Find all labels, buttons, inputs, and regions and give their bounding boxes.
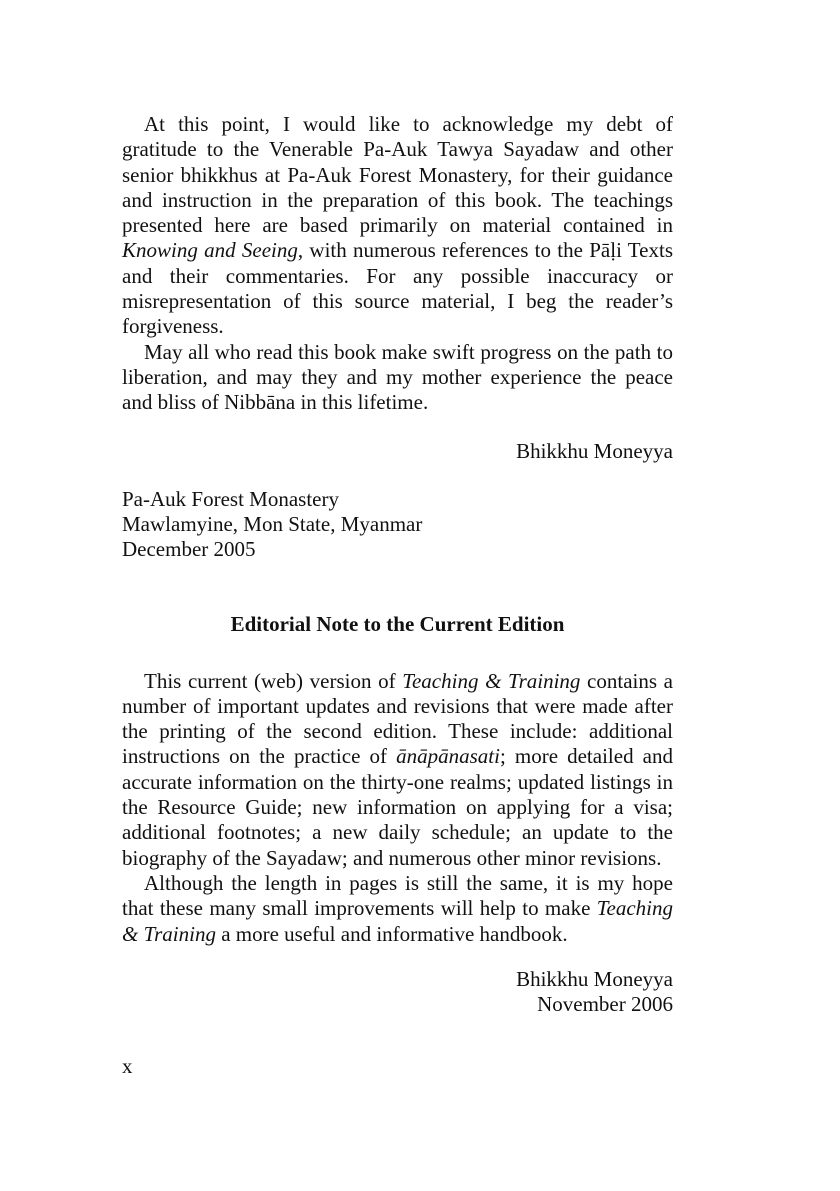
preface-p1-text-a: At this point, I would like to acknowledge my debt of gratitude to the Venerable Pa-Auk Tawya Sayadaw and other senior bhikkhus at Pa-Auk Forest Monastery, for their guidance and instruction in the preparation of this book. The teachings presented here are based primarily on material contained in — [122, 112, 673, 238]
editorial-p1-text-b: contains a number of important updates and revisions that were made after the printing of the second edition. These include: additional instructions on the practice of — [122, 668, 673, 769]
preface-paragraph-2: May all who read this book make swift progress on the path to liberation, and may they and my mother experience the peace and bliss of Nibbāna in this lifetime. — [122, 339, 673, 415]
editorial-p2-text-b: a more useful and informative handbook. — [215, 921, 568, 946]
editorial-p1-text-a: This current (web) version of — [144, 668, 403, 693]
book-title-teaching-training: Teaching & Training — [402, 668, 581, 693]
address-line-2: Mawlamyine, Mon State, Myanmar — [122, 511, 423, 536]
book-title-knowing-and-seeing: Knowing and Seeing — [122, 238, 298, 263]
editorial-paragraph-2 — [122, 871, 673, 947]
editorial-p2-text-a: Although the length in pages is still the same, it is my hope that these many small improvements will help to make — [122, 870, 673, 921]
address-line-1: Pa-Auk Forest Monastery — [122, 486, 339, 511]
editorial-note-body — [122, 669, 673, 947]
editorial-p1-text-c: ; more detailed and accurate information on the thirty-one realms; updated listings in the Resource Guide; new information on applying for a visa; additional footnotes; a new daily schedule; an update to the biography of the Sayadaw; and numerous other minor revisions. — [122, 744, 673, 870]
address-date: December 2005 — [122, 536, 256, 561]
page-number: x — [122, 1054, 133, 1078]
preface-paragraph-1 — [122, 112, 673, 340]
editorial-signature: Bhikkhu Moneyya — [516, 966, 673, 991]
preface-signature: Bhikkhu Moneyya — [516, 438, 673, 463]
editorial-paragraph-1 — [122, 669, 673, 871]
editorial-note-heading: Editorial Note to the Current Edition — [230, 611, 565, 636]
editorial-date: November 2006 — [537, 991, 673, 1016]
preface-address — [122, 487, 673, 562]
book-title-teaching-training-2: Teaching & Training — [122, 896, 673, 946]
page-content — [122, 112, 673, 1017]
preface-p1-text-b: , with numerous references to the Pāḷi Texts and their commentaries. For any possible inaccuracy or misrepresentation of this source material, I beg the reader’s forgiveness. — [122, 238, 673, 339]
term-anapanasati: ānāpānasati — [396, 744, 500, 769]
